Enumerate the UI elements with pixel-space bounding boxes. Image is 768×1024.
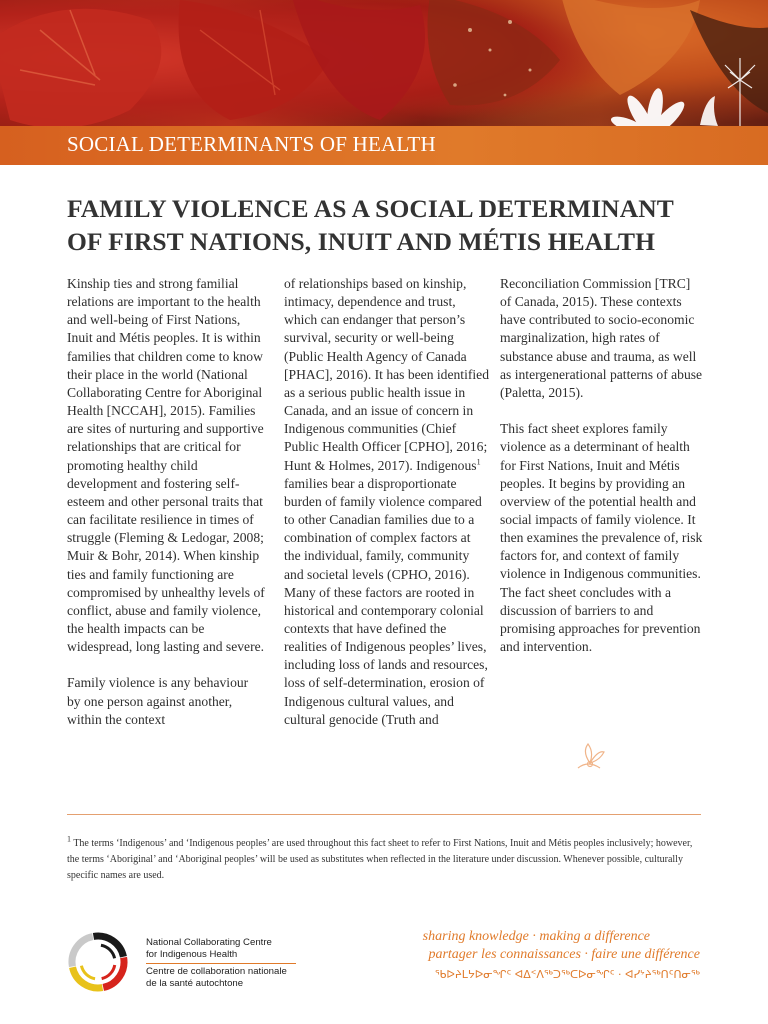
nccih-logo-icon bbox=[64, 928, 132, 996]
organization-name bbox=[146, 937, 316, 989]
footnote bbox=[67, 836, 707, 884]
organization-name-en-1: National Collaborating Centre bbox=[146, 937, 272, 948]
paragraph-relationships bbox=[284, 275, 489, 729]
page-title-line2: OF FIRST NATIONS, INUIT AND MÉTIS HEALTH bbox=[67, 227, 656, 256]
footnote-marker: 1 bbox=[67, 834, 71, 844]
text-column-1 bbox=[67, 275, 265, 747]
organization-name-en bbox=[146, 937, 316, 960]
tagline bbox=[410, 928, 700, 984]
paragraph-fact-sheet-overview: This fact sheet explores family violence as a determinant of health for First Nations, Inuit and Métis peoples. It begins by providing an overview of the potential health and social impacts of family violence. It then examines the prevalence of, risk factors for, and context of family violence in Indigenous communities. The fact sheet concludes with a discussion of barriers to and promising approaches for prevention and intervention. bbox=[500, 421, 703, 655]
footnote-text: The terms ‘Indigenous’ and ‘Indigenous peoples’ are used throughout this fact sheet to refer to First Nations, Inuit and Métis peoples inclusively; however, the terms ‘Aboriginal’ and ‘Aboriginal peoples’ will be used as substitutes when reflected in the literature under discussion. Whenever possible, culturally specific names are used. bbox=[67, 838, 693, 881]
tagline-inuktitut: ᖃᐅᔨᒪᔭᐅᓂᖏᑦ ᐊᐃᑉᐱᖅᑐᖅᑕᐅᓂᖏᑦ · ᐊᓯᔾᔨᖅᑎᑦᑎᓂᖅ bbox=[434, 968, 700, 981]
flower-ornament-icon bbox=[570, 738, 610, 778]
organization-name-fr bbox=[146, 966, 316, 989]
header-banner bbox=[0, 0, 768, 165]
page-title-line1: FAMILY VIOLENCE AS A SOCIAL DETERMINANT bbox=[67, 194, 674, 223]
paragraph-family-violence-def: Family violence is any behaviour by one person against another, within the context bbox=[67, 675, 249, 727]
paragraph-reconciliation: Reconciliation Commission [TRC] of Canada, 2015). These contexts have contributed to socio-economic marginalization, high rates of substance abuse and trauma, as well as intergenerational patterns of abuse (Paletta, 2015). bbox=[500, 276, 703, 400]
organization-name-fr-2: de la santé autochtone bbox=[146, 977, 244, 989]
tagline-french: partager les connaissances · faire une différence bbox=[428, 947, 700, 962]
footnote-reference[interactable]: 1 bbox=[476, 457, 481, 467]
tagline-english: sharing knowledge · making a difference bbox=[422, 929, 650, 944]
section-title: SOCIAL DETERMINANTS OF HEALTH bbox=[67, 132, 436, 156]
footnote-divider bbox=[67, 814, 701, 815]
page-title bbox=[67, 192, 727, 258]
paragraph-kinship: Kinship ties and strong familial relations are important to the health and well-being of First Nations, Inuit and Métis peoples. It is within families that children come to know their place in the world (National Collaborating Centre for Aboriginal Health [NCCAH], 2015). Families are sites of nurturing and supportive relationships that are critical for promoting healthy child development and fostering self-esteem and other personal traits that can facilitate resilience in times of struggle (Fleming & Ledogar, 2008; Muir & Bohr, 2014). When kinship ties and family functioning are compromised by unhealthy levels of conflict, abuse and family violence, the health impacts can be widespread, long lasting and severe. bbox=[67, 276, 265, 655]
paragraph-relationships-a: of relationships based on kinship, intimacy, dependence and trust, which can endanger that person’s survival, security or well-being (Public Health Agency of Canada [PHAC], 2016). It has been identified as a serious public health issue in Canada, and an issue of concern in Indigenous communities (Chief Public Health Officer [CPHO], 2016; Hunt & Holmes, 2017). Indigenous bbox=[284, 276, 489, 473]
organization-name-en-2: for Indigenous Health bbox=[146, 948, 238, 960]
organization-name-fr-1: Centre de collaboration nationale bbox=[146, 966, 287, 977]
paragraph-relationships-b: families bear a disproportionate burden of family violence compared to other Canadian families due to a combination of complex factors at the individual, family, community and societal levels (CPHO, 2016). Many of these factors are rooted in historical and contemporary colonial contexts that have defined the realities of Indigenous peoples’ lives, including loss of lands and resources, loss of self-determination, erosion of Indigenous cultural values, and cultural genocide (Truth and bbox=[284, 475, 488, 727]
text-column-3 bbox=[500, 275, 705, 674]
organization-divider bbox=[146, 963, 296, 964]
text-column-2 bbox=[284, 275, 489, 747]
